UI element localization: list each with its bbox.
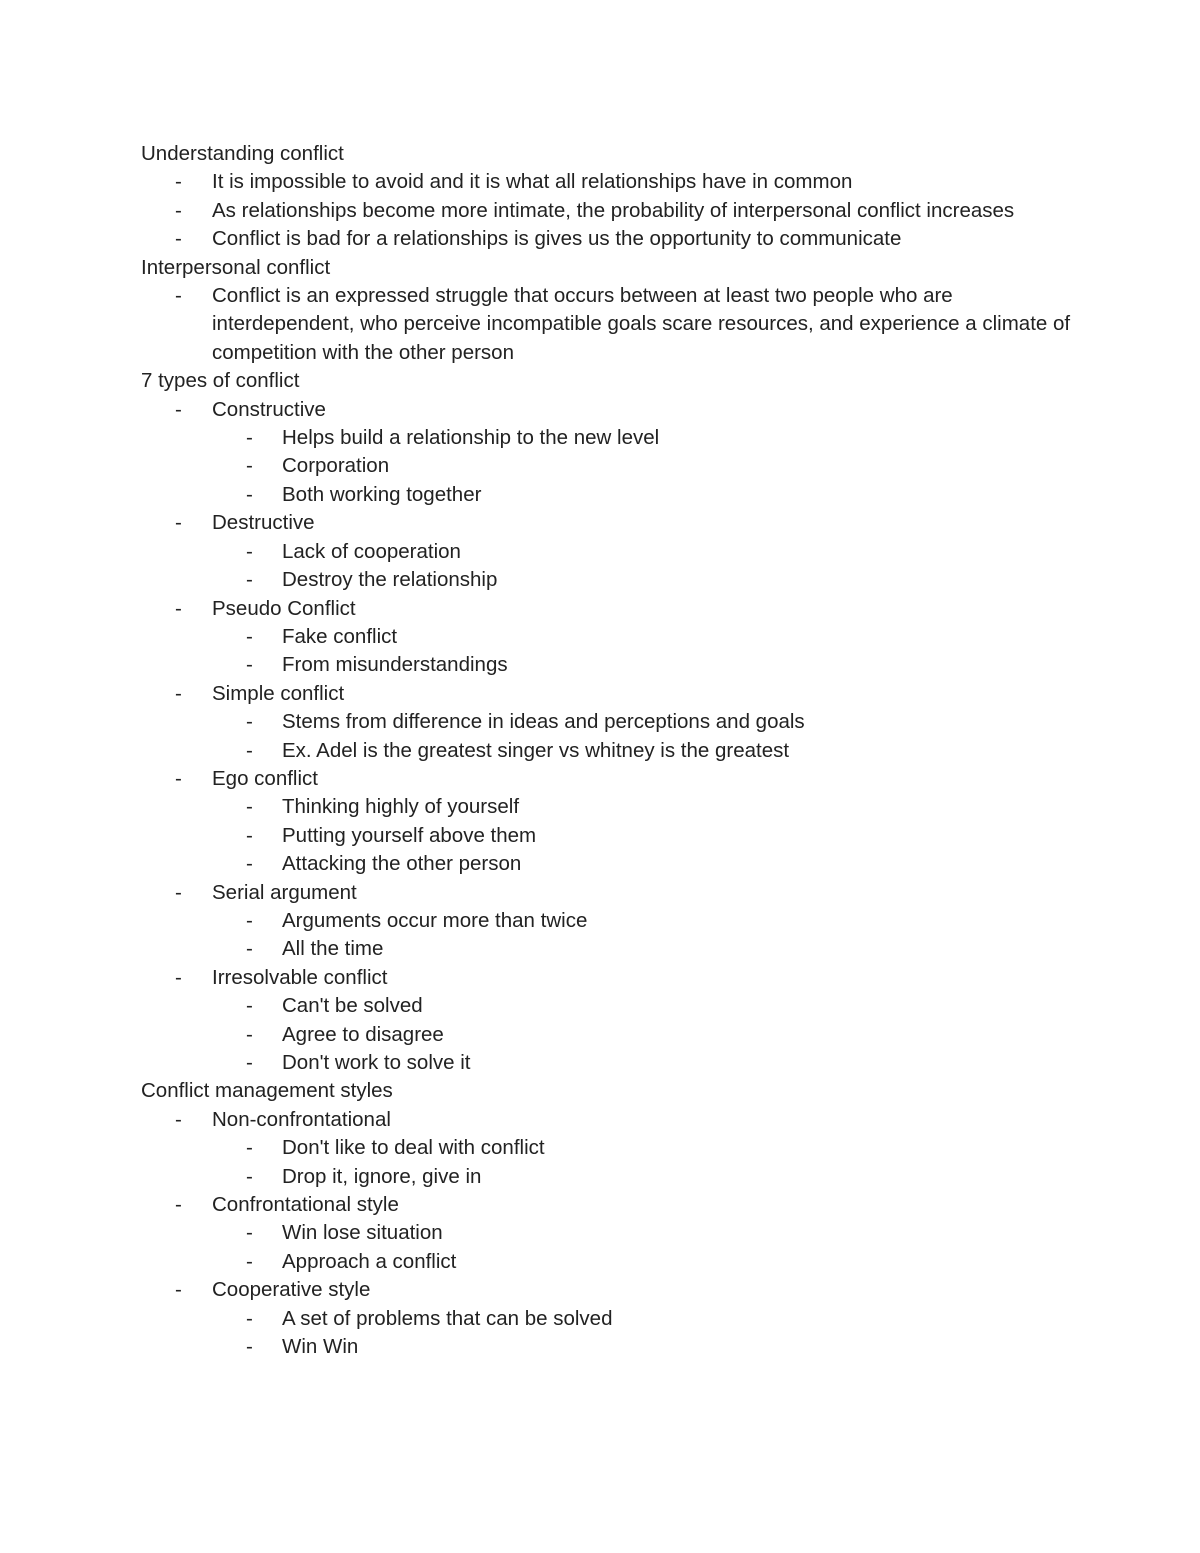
section-heading: Understanding conflict (141, 142, 344, 165)
list-item-text: Constructive (212, 397, 326, 421)
dash-bullet: - (246, 823, 253, 847)
sub-list-item (141, 452, 1141, 480)
list-item-text: Confrontational style (212, 1193, 399, 1217)
sub-list-item (141, 793, 1141, 821)
dash-bullet: - (246, 852, 253, 876)
sub-list-item-text: Win Win (282, 1335, 359, 1359)
sub-list-item-text: Destroy the relationship (282, 568, 498, 592)
sub-list-item-text: Approach a conflict (282, 1249, 457, 1273)
list-item-text: Conflict is bad for a relationships is gives us the opportunity to communicate (212, 227, 902, 251)
sub-list-item (141, 1248, 1141, 1276)
list-item-text: As relationships become more intimate, the probability of interpersonal conflict increases (212, 198, 1015, 222)
dash-bullet: - (246, 454, 253, 478)
sub-list-item-text: Don't like to deal with conflict (282, 1136, 545, 1160)
dash-bullet: - (175, 880, 182, 904)
list-item-text: It is impossible to avoid and it is what all relationships have in common (212, 170, 853, 194)
sub-list-item-text: Corporation (282, 454, 390, 478)
dash-bullet: - (246, 624, 253, 648)
dash-bullet: - (246, 1221, 253, 1245)
list-item (141, 680, 1141, 708)
dash-bullet: - (175, 766, 182, 790)
sub-list-item (141, 1021, 1141, 1049)
sub-list-item-text: Arguments occur more than twice (282, 908, 588, 932)
dash-bullet: - (175, 284, 182, 308)
dash-bullet: - (175, 965, 182, 989)
list-item (141, 879, 1141, 907)
sub-list-item-text: Ex. Adel is the greatest singer vs whitney is the greatest (282, 738, 790, 762)
sub-list-item-text: Agree to disagree (282, 1022, 444, 1046)
list-item-text: Simple conflict (212, 681, 345, 705)
list-item (141, 1106, 1141, 1134)
sub-list-item (141, 737, 1141, 765)
section-heading: Interpersonal conflict (141, 255, 331, 279)
sub-list-item (141, 907, 1141, 935)
sub-list-item-text: Both working together (282, 482, 482, 506)
dash-bullet: - (246, 1164, 253, 1188)
sub-list-item (141, 1134, 1141, 1162)
sub-list-item (141, 935, 1141, 963)
sub-list-item (141, 1333, 1141, 1361)
list-item (141, 197, 1141, 225)
sub-list-item-text: Stems from difference in ideas and perceptions and goals (282, 710, 805, 734)
dash-bullet: - (175, 397, 182, 421)
dash-bullet: - (175, 511, 182, 535)
sub-list-item (141, 566, 1141, 594)
dash-bullet: - (175, 1278, 182, 1302)
list-item (141, 595, 1141, 623)
dash-bullet: - (246, 539, 253, 563)
list-item-text: Pseudo Conflict (212, 596, 356, 620)
list-item (141, 509, 1141, 537)
dash-bullet: - (246, 994, 253, 1018)
dash-bullet: - (246, 1306, 253, 1330)
list-item (141, 964, 1141, 992)
list-item-text: Cooperative style (212, 1278, 371, 1302)
sub-list-item (141, 992, 1141, 1020)
section-heading: 7 types of conflict (141, 369, 300, 393)
list-item-text: Ego conflict (212, 766, 318, 790)
sub-list-item-text: Don't work to solve it (282, 1051, 471, 1074)
dash-bullet: - (246, 653, 253, 677)
sub-list-item (141, 481, 1141, 509)
sub-list-item-text: Thinking highly of yourself (282, 795, 520, 819)
dash-bullet: - (246, 937, 253, 961)
dash-bullet: - (175, 1107, 182, 1131)
sub-list-item (141, 1163, 1141, 1191)
dash-bullet: - (246, 568, 253, 592)
sub-list-item (141, 708, 1141, 736)
dash-bullet: - (246, 482, 253, 506)
dash-bullet: - (246, 738, 253, 762)
list-item-text: Irresolvable conflict (212, 965, 388, 989)
sub-list-item (141, 1305, 1141, 1333)
dash-bullet: - (175, 198, 182, 222)
sub-list-item-text: Helps build a relationship to the new level (282, 426, 660, 450)
dash-bullet: - (175, 170, 182, 194)
dash-bullet: - (246, 1022, 253, 1046)
sub-list-item (141, 538, 1141, 566)
dash-bullet: - (175, 1193, 182, 1217)
list-item-text: Conflict is an expressed struggle that occurs between at least two people who are interdependent, who perceive incompatible goals scare resources, and experience a climate of competition with the other person (212, 284, 1071, 364)
section-heading: Conflict management styles (141, 1079, 393, 1103)
list-item (141, 1276, 1141, 1304)
sub-list-item-text: Win lose situation (282, 1221, 443, 1245)
sub-list-item-text: Can't be solved (282, 994, 423, 1018)
sub-list-item-text: Drop it, ignore, give in (282, 1164, 482, 1188)
sub-list-item (141, 1049, 1141, 1077)
sub-list-item (141, 651, 1141, 679)
list-item (141, 396, 1141, 424)
sub-list-item-text: Lack of cooperation (282, 539, 461, 563)
list-item (141, 1191, 1141, 1219)
dash-bullet: - (175, 681, 182, 705)
list-item (141, 225, 1141, 253)
sub-list-item-text: A set of problems that can be solved (282, 1306, 613, 1330)
list-item (141, 168, 1141, 196)
dash-bullet: - (246, 908, 253, 932)
sub-list-item-text: From misunderstandings (282, 653, 508, 677)
dash-bullet: - (246, 1335, 253, 1359)
sub-list-item-text: Fake conflict (282, 624, 398, 648)
dash-bullet: - (246, 795, 253, 819)
document-page (141, 140, 1141, 1361)
sub-list-item-text: All the time (282, 937, 384, 961)
sub-list-item (141, 1219, 1141, 1247)
dash-bullet: - (246, 710, 253, 734)
dash-bullet: - (175, 596, 182, 620)
list-item (141, 282, 1141, 367)
sub-list-item (141, 623, 1141, 651)
sub-list-item-text: Putting yourself above them (282, 823, 537, 847)
sub-list-item (141, 822, 1141, 850)
dash-bullet: - (246, 1136, 253, 1160)
dash-bullet: - (175, 227, 182, 251)
list-item-text: Non-confrontational (212, 1107, 391, 1131)
list-item-text: Destructive (212, 511, 315, 535)
sub-list-item-text: Attacking the other person (282, 852, 522, 876)
dash-bullet: - (246, 1051, 253, 1074)
list-item-text: Serial argument (212, 880, 357, 904)
dash-bullet: - (246, 1249, 253, 1273)
sub-list-item (141, 424, 1141, 452)
list-item (141, 765, 1141, 793)
dash-bullet: - (246, 426, 253, 450)
sub-list-item (141, 850, 1141, 878)
